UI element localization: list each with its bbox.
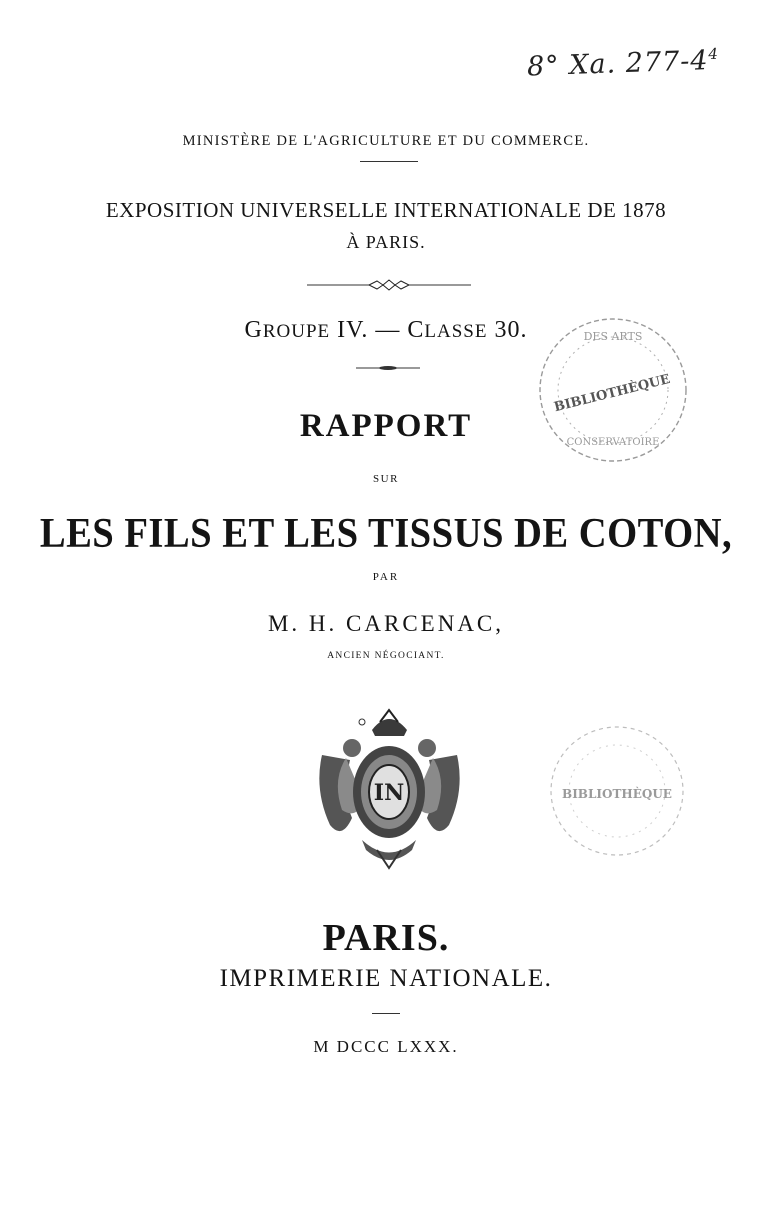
sur-line: SUR <box>373 473 399 485</box>
stamp-center-text: BIBLIOTHÈQUE <box>552 371 672 416</box>
group-dash: — <box>368 317 408 343</box>
printer-name: IMPRIMERIE NATIONALE. <box>219 965 553 992</box>
library-stamp-faded <box>548 722 686 860</box>
par-line: PAR <box>372 571 400 583</box>
exposition-title: EXPOSITION UNIVERSELLE INTERNATIONALE DE 1878 <box>105 198 667 222</box>
class-number: 30. <box>494 317 528 343</box>
location-line: À PARIS. <box>346 232 426 252</box>
author-role: ANCIEN NÉGOCIANT. <box>327 651 445 661</box>
ministry-line: MINISTÈRE DE L'AGRICULTURE ET DU COMMERCE. <box>182 133 590 149</box>
group-initial: G <box>244 317 263 343</box>
main-title: LES FILS ET LES TISSUS DE COTON, <box>39 511 733 557</box>
group-word: ROUPE <box>262 321 331 342</box>
publication-year: M DCCC LXXX. <box>313 1037 459 1056</box>
class-initial: C <box>407 317 425 343</box>
imperial-emblem <box>312 700 467 870</box>
author-name: M. H. CARCENAC, <box>267 611 505 636</box>
report-heading: RAPPORT <box>299 408 473 444</box>
publication-city: PARIS. <box>322 917 450 959</box>
shelfmark-main: 8° Xa. 277-4 <box>526 45 710 83</box>
class-word: LASSE <box>424 321 488 342</box>
faded-stamp-text: BIBLIOTHÈQUE <box>562 787 672 801</box>
small-divider <box>356 365 420 371</box>
divider <box>360 161 418 162</box>
shelfmark-sup: 4 <box>708 44 720 64</box>
stamp-upper-text: DES ARTS <box>583 330 643 343</box>
group-number: IV. <box>337 317 369 343</box>
stamp-lower-text: CONSERVATOIRE <box>566 437 660 448</box>
emblem-monogram: IN <box>373 780 405 806</box>
shelfmark <box>527 45 728 83</box>
ornament-divider <box>307 279 471 291</box>
short-rule <box>372 1013 400 1014</box>
